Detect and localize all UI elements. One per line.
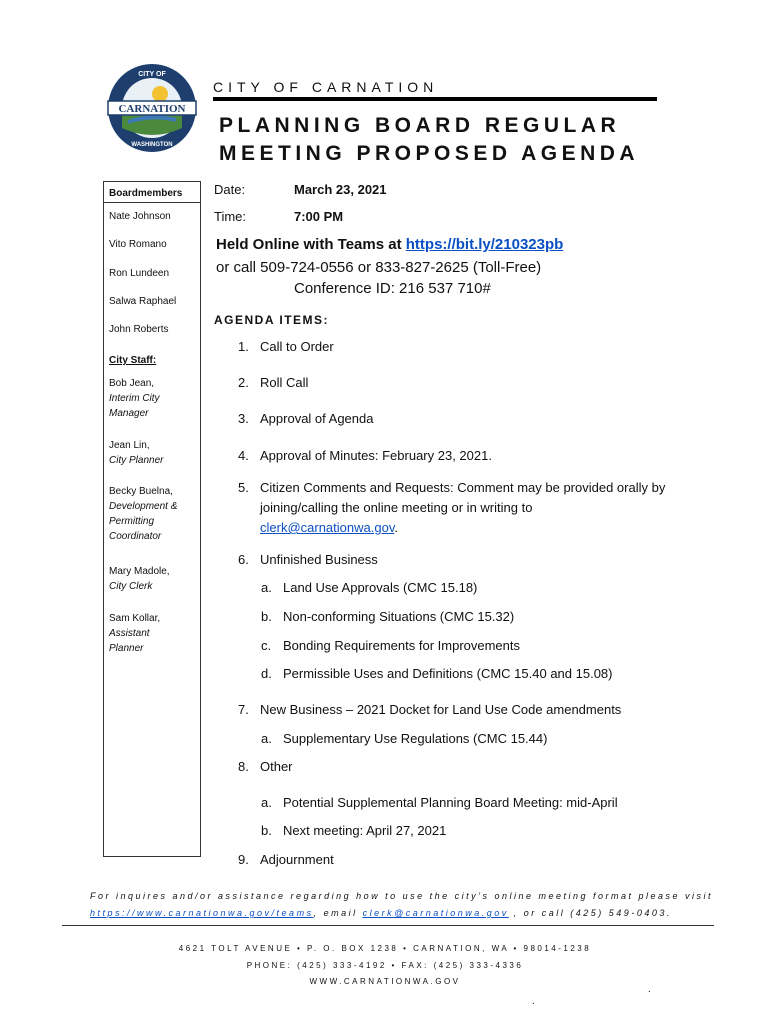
agenda-item	[238, 478, 708, 538]
stray-dot: .	[532, 996, 535, 1007]
board-member: Salwa Raphael	[109, 296, 177, 307]
item-number: 2.	[238, 375, 249, 390]
staff-name: Jean Lin,	[109, 440, 150, 451]
staff-role: Assistant Planner	[109, 628, 150, 654]
item-number: 7.	[238, 702, 249, 717]
agenda-item	[238, 373, 308, 393]
item-text: Citizen Comments and Requests: Comment may be provided orally by	[260, 480, 666, 495]
staff-name: Sam Kollar,	[109, 613, 161, 624]
board-member: Vito Romano	[109, 239, 167, 250]
subitem-letter: a.	[261, 731, 272, 746]
subitem-text: Next meeting: April 27, 2021	[283, 823, 447, 838]
agenda-subitem	[261, 607, 514, 627]
subitem-letter: d.	[261, 666, 272, 681]
stray-dot: .	[648, 984, 651, 995]
time-value: 7:00 PM	[294, 209, 344, 224]
subitem-letter: a.	[261, 580, 272, 595]
agenda-item	[238, 850, 334, 870]
item-text: Roll Call	[260, 375, 309, 390]
staff-member	[109, 376, 160, 421]
item-text: Adjournment	[260, 852, 334, 867]
clerk-email-footer-link[interactable]: clerk@carnationwa.gov	[362, 908, 509, 918]
agenda-item	[238, 446, 492, 466]
agenda-heading: AGENDA ITEMS:	[214, 313, 330, 327]
agenda-item	[238, 550, 378, 570]
agenda-subitem	[261, 664, 613, 684]
call-in-line: or call 509-724-0556 or 833-827-2625 (Toll-Free)	[216, 259, 542, 276]
item-number: 8.	[238, 759, 249, 774]
staff-member	[109, 438, 163, 468]
subitem-text: Potential Supplemental Planning Board Meeting: mid-April	[283, 795, 618, 810]
subitem-text: Supplementary Use Regulations (CMC 15.44)	[283, 731, 548, 746]
staff-member	[109, 564, 170, 594]
subitem-text: Permissible Uses and Definitions (CMC 15.40 and 15.08)	[283, 666, 613, 681]
agenda-item	[238, 409, 373, 429]
subitem-text: Land Use Approvals (CMC 15.18)	[283, 580, 478, 595]
teams-link[interactable]: https://bit.ly/210323pb	[405, 236, 564, 253]
info-text: For inquires and/or assistance regarding how to use the city’s online meeting format please visit	[90, 891, 714, 901]
agenda-subitem	[261, 578, 477, 598]
header-rule	[213, 97, 657, 101]
assistance-info	[90, 888, 730, 922]
logo-main-text: CARNATION	[118, 103, 186, 115]
staff-name: Becky Buelna,	[109, 486, 173, 497]
subitem-letter: c.	[261, 638, 272, 653]
staff-role: Interim City Manager	[109, 393, 160, 419]
agenda-item	[238, 700, 621, 720]
time-label: Time:	[214, 209, 247, 224]
item-number: 9.	[238, 852, 249, 867]
staff-name: Bob Jean,	[109, 378, 155, 389]
agenda-subitem	[261, 821, 446, 841]
board-member: Nate Johnson	[109, 211, 171, 222]
teams-help-link[interactable]: https://www.carnationwa.gov/teams	[90, 908, 314, 918]
conference-id: Conference ID: 216 537 710#	[294, 280, 491, 297]
staff-name: Mary Madole,	[109, 566, 170, 577]
staff-member	[109, 611, 160, 656]
item-number: 5.	[238, 480, 249, 495]
item-text: New Business – 2021 Docket for Land Use Code amendments	[260, 702, 622, 717]
clerk-email-link[interactable]: clerk@carnationwa.gov	[260, 520, 395, 535]
info-mid: , email	[313, 908, 363, 918]
online-meeting-line	[216, 236, 563, 253]
subitem-letter: a.	[261, 795, 272, 810]
item-number: 3.	[238, 411, 249, 426]
staff-role: Development & Permitting Coordinator	[109, 501, 178, 542]
subitem-text: Bonding Requirements for Improvements	[283, 638, 521, 653]
city-website: WWW.CARNATIONWA.GOV	[309, 977, 461, 986]
subitem-letter: b.	[261, 823, 272, 838]
item-text: Call to Order	[260, 339, 334, 354]
city-address: 4621 TOLT AVENUE • P. O. BOX 1238 • CARNATION, WA • 98014-1238	[178, 944, 592, 953]
city-seal-logo	[106, 62, 198, 154]
item-number: 1.	[238, 339, 249, 354]
board-sidebar	[103, 181, 201, 857]
item-text-continued: joining/calling the online meeting or in writing to	[260, 500, 533, 515]
agenda-subitem	[261, 636, 520, 656]
date-label: Date:	[214, 182, 246, 197]
item-text: Other	[260, 759, 293, 774]
info-end: , or call (425) 549-0403.	[508, 908, 672, 918]
board-member: Ron Lundeen	[109, 268, 170, 279]
item-number: 6.	[238, 552, 249, 567]
staff-role: City Planner	[109, 455, 164, 466]
city-staff-label: City Staff:	[109, 355, 157, 366]
online-text: Held Online with Teams at	[216, 236, 406, 253]
board-member: John Roberts	[109, 324, 169, 335]
subitem-text: Non-conforming Situations (CMC 15.32)	[283, 609, 515, 624]
footer-divider	[62, 925, 714, 926]
agenda-subitem	[261, 729, 547, 749]
item-text: Unfinished Business	[260, 552, 378, 567]
date-value: March 23, 2021	[294, 182, 387, 197]
logo-bottom-text: WASHINGTON	[131, 142, 173, 148]
item-text: Approval of Minutes: February 23, 2021.	[260, 448, 492, 463]
logo-top-text: CITY OF	[138, 71, 166, 78]
city-phone-fax: PHONE: (425) 333-4192 • FAX: (425) 333-4336	[246, 961, 524, 970]
subitem-letter: b.	[261, 609, 272, 624]
item-text-end: .	[394, 520, 398, 535]
staff-member	[109, 484, 177, 544]
agenda-item	[238, 337, 334, 357]
staff-role: City Clerk	[109, 581, 153, 592]
agenda-item	[238, 757, 293, 777]
agenda-subitem	[261, 793, 618, 813]
city-name-header: CITY OF CARNATION	[213, 79, 439, 95]
item-text: Approval of Agenda	[260, 411, 374, 426]
boardmembers-label: Boardmembers	[109, 188, 183, 199]
item-number: 4.	[238, 448, 249, 463]
page-title: PLANNING BOARD REGULAR MEETING PROPOSED AGENDA	[219, 114, 640, 165]
